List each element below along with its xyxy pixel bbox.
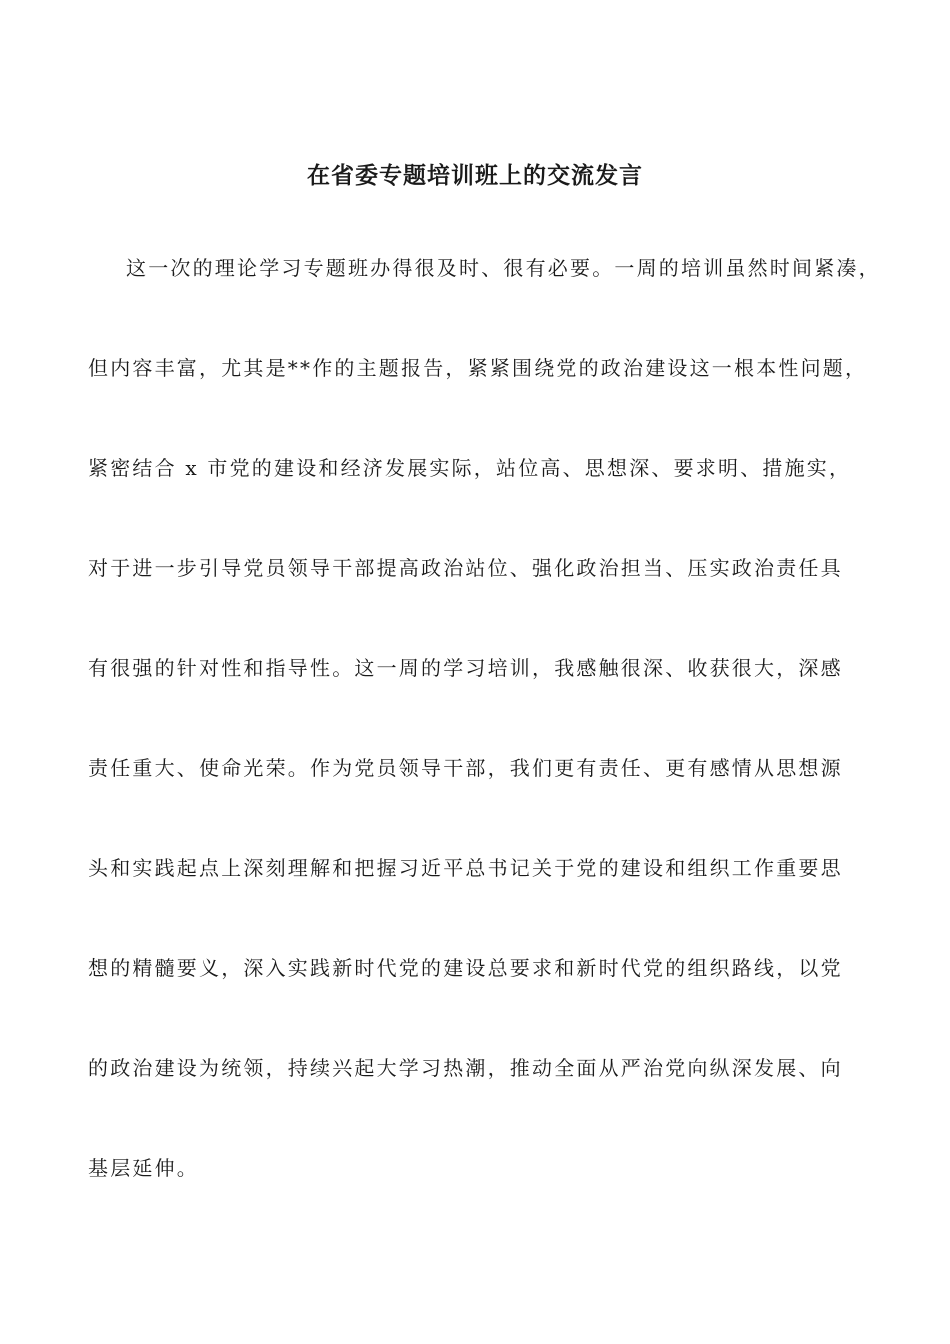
- paragraph-line: 这一次的理论学习专题班办得很及时、很有必要。一周的培训虽然时间紧凑，: [126, 256, 881, 280]
- paragraph-line: 有很强的针对性和指导性。这一周的学习培训，我感触很深、收获很大，深感: [88, 656, 843, 680]
- paragraph-line: 责任重大、使命光荣。作为党员领导干部，我们更有责任、更有感情从思想源: [88, 756, 843, 780]
- document-title: 在省委专题培训班上的交流发言: [307, 162, 643, 189]
- document-body: [88, 250, 881, 1250]
- paragraph-line: 想的精髓要义，深入实践新时代党的建设总要求和新时代党的组织路线，以党: [88, 956, 843, 980]
- paragraph-line: 紧密结合 x 市党的建设和经济发展实际，站位高、思想深、要求明、措施实，: [88, 456, 852, 480]
- paragraph-line: 但内容丰富，尤其是**作的主题报告，紧紧围绕党的政治建设这一根本性问题，: [88, 356, 868, 380]
- paragraph-line: 头和实践起点上深刻理解和把握习近平总书记关于党的建设和组织工作重要思: [88, 856, 843, 880]
- paragraph-line: 基层延伸。: [88, 1156, 199, 1180]
- paragraph-line: 的政治建设为统领，持续兴起大学习热潮，推动全面从严治党向纵深发展、向: [88, 1056, 843, 1080]
- paragraph-line: 对于进一步引导党员领导干部提高政治站位、强化政治担当、压实政治责任具: [88, 556, 843, 580]
